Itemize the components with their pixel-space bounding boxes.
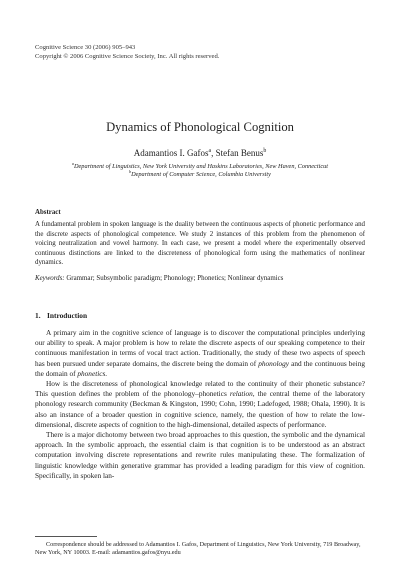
section-title: Introduction xyxy=(47,311,88,320)
keywords-label: Keywords: xyxy=(35,275,65,282)
section-heading xyxy=(35,311,87,320)
body-paragraph xyxy=(35,328,365,379)
affiliation-line xyxy=(0,160,400,171)
footnote xyxy=(35,541,365,558)
footnote-rule xyxy=(35,536,97,537)
body-paragraph xyxy=(35,379,365,430)
paper-title: Dynamics of Phonological Cognition xyxy=(106,120,294,134)
journal-header xyxy=(35,44,219,61)
affiliations xyxy=(0,160,400,179)
footnote-text: Correspondence should be addressed to Adamantios I. Gafos, Department of Linguistics, New York University, 719 Broadway, New York, NY 10003. E-mail: adamantios.gafos@nyu.edu xyxy=(35,541,361,557)
copyright-line: Copyright © 2006 Cognitive Science Society, Inc. All rights reserved. xyxy=(35,52,220,60)
abstract-heading: Abstract xyxy=(35,209,61,216)
paragraph-text: How is the discreteness of phonological knowledge related to the continuity of their phonetic substance? This question defines the problem of the phonology–phonetics xyxy=(35,379,365,399)
paragraph-text: and the continuous being the domain of xyxy=(35,358,365,378)
author-name: Stefan Benus xyxy=(215,148,264,158)
paragraph-text: the central theme of the laboratory phonology research community (Beckman & Kingston, 1990; Cohn, 1990; Ladefoged, 1988; Ohala, 1990). It is also an instance of a broader question in cognitive science, namely, the question of how to relate the low-dimensional, discrete aspects of cognition to the high-dimensional, detailed aspects of performance. xyxy=(35,389,365,429)
section-number: 1. xyxy=(35,311,41,320)
emphasis-text: phonetics. xyxy=(77,368,108,378)
affiliation-text: Department of Linguistics, New York University and Haskins Laboratories, New Haven, Connecticut xyxy=(73,163,329,170)
paragraph-text: A primary aim in the cognitive science of language is to discover the computational principles underlying our ability to speak. A major problem is how to relate the discrete aspects of our speaking competence to their continuous manifestation in terms of vocal tract action. Traditionally, the study of these two aspects of speech has been pursued under separate domains, the discrete being the domain of xyxy=(35,328,365,368)
emphasis-text: phonology xyxy=(258,358,290,368)
affiliation-mark: b xyxy=(263,148,267,154)
affiliation-mark: a xyxy=(71,160,74,166)
body-paragraph: There is a major dichotomy between two broad approaches to this question, the symbolic and the dynamical approach. In the symbolic approach, the essential claim is that cognition is to be understood as an abstract computation involving discrete representations and rewrite rules manipulating these. The formalization of linguistic knowledge within generative grammar has provided a leading paradigm for this view of cognition. Specifically, in spoken lan- xyxy=(35,430,365,480)
author-line xyxy=(0,148,400,158)
author-name: Adamantios I. Gafos xyxy=(133,148,209,158)
affiliation-mark: b xyxy=(129,169,132,175)
keywords-text: Grammar; Subsymbolic paradigm; Phonology; Phonetics; Nonlinear dynamics xyxy=(64,275,284,282)
author-separator: , xyxy=(211,148,216,158)
affiliation-mark: a xyxy=(208,148,212,154)
affiliation-line xyxy=(0,171,400,179)
body-text xyxy=(35,328,365,481)
emphasis-text: relation, xyxy=(229,389,255,399)
affiliation-text: Department of Computer Science, Columbia University xyxy=(131,171,271,179)
abstract-text: A fundamental problem in spoken language is the duality between the continuous aspects of phonetic performance and the discrete aspects of phonological competence. We study 2 instances of this problem from the phenomenon of voicing neutralization and vowel harmony. In each case, we present a model where the experimentally observed continuous distinctions are linked to the discreteness of phonological form using the mathematics of nonlinear dynamics. xyxy=(35,221,365,266)
keywords-line xyxy=(35,275,365,282)
journal-citation: Cognitive Science 30 (2006) 905–943 xyxy=(35,44,136,51)
